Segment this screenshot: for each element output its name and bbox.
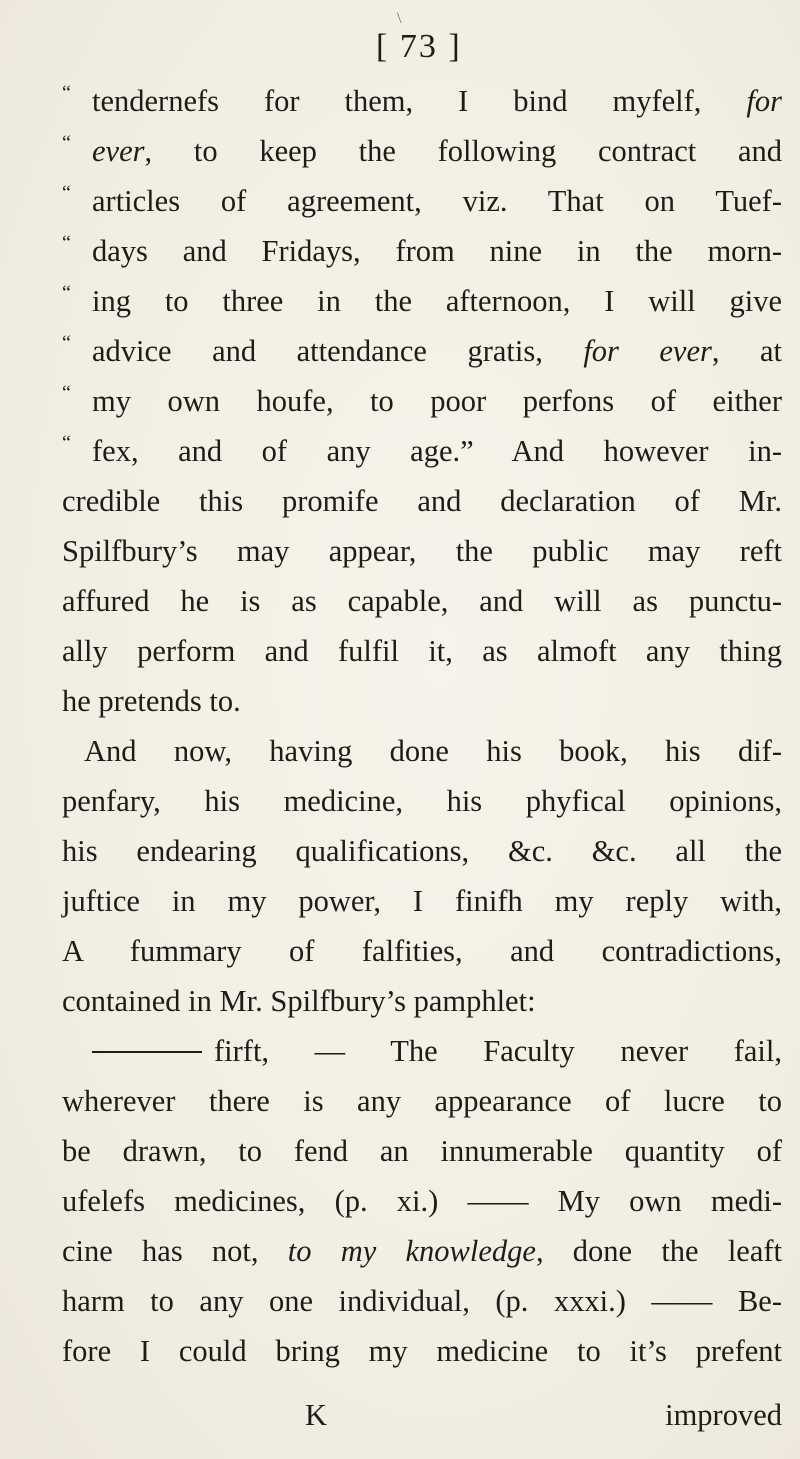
- text-line: [62, 526, 782, 576]
- quote-mark: “: [62, 332, 71, 354]
- italic-text: for ever: [583, 334, 712, 368]
- text-line: [62, 376, 782, 426]
- text-run: fex, and of any age.” And however in-: [92, 434, 782, 468]
- stray-mark: \: [397, 10, 402, 27]
- text-line: [62, 226, 782, 276]
- text-line: [62, 76, 782, 126]
- text-run: firft, — The Faculty never fail,: [214, 1034, 782, 1068]
- text-run: penfary, his medicine, his phyfical opinions,: [62, 784, 782, 818]
- text-run: my own houfe, to poor perfons of either: [92, 384, 782, 418]
- text-run: juftice in my power, I finifh my reply with,: [62, 884, 782, 918]
- text-run: fore I could bring my medicine to it’s prefent: [62, 1334, 782, 1368]
- text-line: [62, 426, 782, 476]
- text-line: [62, 1076, 782, 1126]
- quote-mark: “: [62, 82, 71, 104]
- text-run: affured he is as capable, and will as punctu-: [62, 584, 782, 618]
- text-run: Spilfbury’s may appear, the public may reft: [62, 534, 782, 568]
- text-run: ing to three in the afternoon, I will give: [92, 284, 782, 318]
- text-line: [62, 1276, 782, 1326]
- text-line: [62, 1226, 782, 1276]
- text-run: articles of agreement, viz. That on Tuef-: [92, 184, 782, 218]
- text-line: [62, 126, 782, 176]
- text-line: [62, 326, 782, 376]
- signature-mark: K: [305, 1398, 328, 1432]
- text-run: ufelefs medicines, (p. xi.) —— My own medi-: [62, 1184, 782, 1218]
- text-line: [62, 276, 782, 326]
- footer-line: [305, 1390, 790, 1440]
- text-run: contained in Mr. Spilfbury’s pamphlet:: [62, 984, 536, 1018]
- italic-text: for: [746, 84, 782, 118]
- text-run: be drawn, to fend an innumerable quantity of: [62, 1134, 782, 1168]
- blank-rule: [92, 1051, 202, 1053]
- text-run: his endearing qualifications, &c. &c. all the: [62, 834, 782, 868]
- quote-mark: “: [62, 182, 71, 204]
- text-line: [62, 726, 782, 776]
- quote-mark: “: [62, 132, 71, 154]
- italic-text: ever: [92, 134, 145, 168]
- text-run: wherever there is any appearance of lucre to: [62, 1084, 782, 1118]
- body-text: [62, 76, 782, 1376]
- quote-mark: “: [62, 232, 71, 254]
- text-line: [62, 626, 782, 676]
- text-line: [62, 1126, 782, 1176]
- quote-mark: “: [62, 282, 71, 304]
- text-line: [62, 826, 782, 876]
- text-line: [62, 876, 782, 926]
- text-line: [62, 926, 782, 976]
- quote-mark: “: [62, 382, 71, 404]
- catchword: improved: [665, 1398, 782, 1432]
- page-number: [ 73 ]: [376, 28, 462, 65]
- text-run: , done the leaft: [535, 1234, 783, 1268]
- text-run: ally perform and fulfil it, as almoft any thing: [62, 634, 782, 668]
- text-line: [62, 1026, 782, 1076]
- text-line: [62, 576, 782, 626]
- italic-text: to my knowledge: [287, 1234, 536, 1268]
- text-run: days and Fridays, from nine in the morn-: [92, 234, 782, 268]
- text-run: cine has not,: [62, 1234, 288, 1268]
- text-run: advice and attendance gratis,: [92, 334, 584, 368]
- text-run: A fummary of falfities, and contradictions,: [62, 934, 782, 968]
- text-line: [62, 776, 782, 826]
- text-run: harm to any one individual, (p. xxxi.) —— Be-: [62, 1284, 782, 1318]
- text-run: tendernefs for them, I bind myfelf,: [92, 84, 747, 118]
- text-line: [62, 176, 782, 226]
- text-line: [62, 1176, 782, 1226]
- text-run: he pretends to.: [62, 684, 241, 718]
- text-line: [62, 976, 782, 1026]
- text-line: [62, 476, 782, 526]
- quote-mark: “: [62, 432, 71, 454]
- text-run: , at: [711, 334, 782, 368]
- text-line: [62, 1326, 782, 1376]
- text-run: And now, having done his book, his dif-: [84, 734, 782, 768]
- text-run: credible this promife and declaration of Mr.: [62, 484, 782, 518]
- text-run: , to keep the following contract and: [144, 134, 782, 168]
- text-line: [62, 676, 782, 726]
